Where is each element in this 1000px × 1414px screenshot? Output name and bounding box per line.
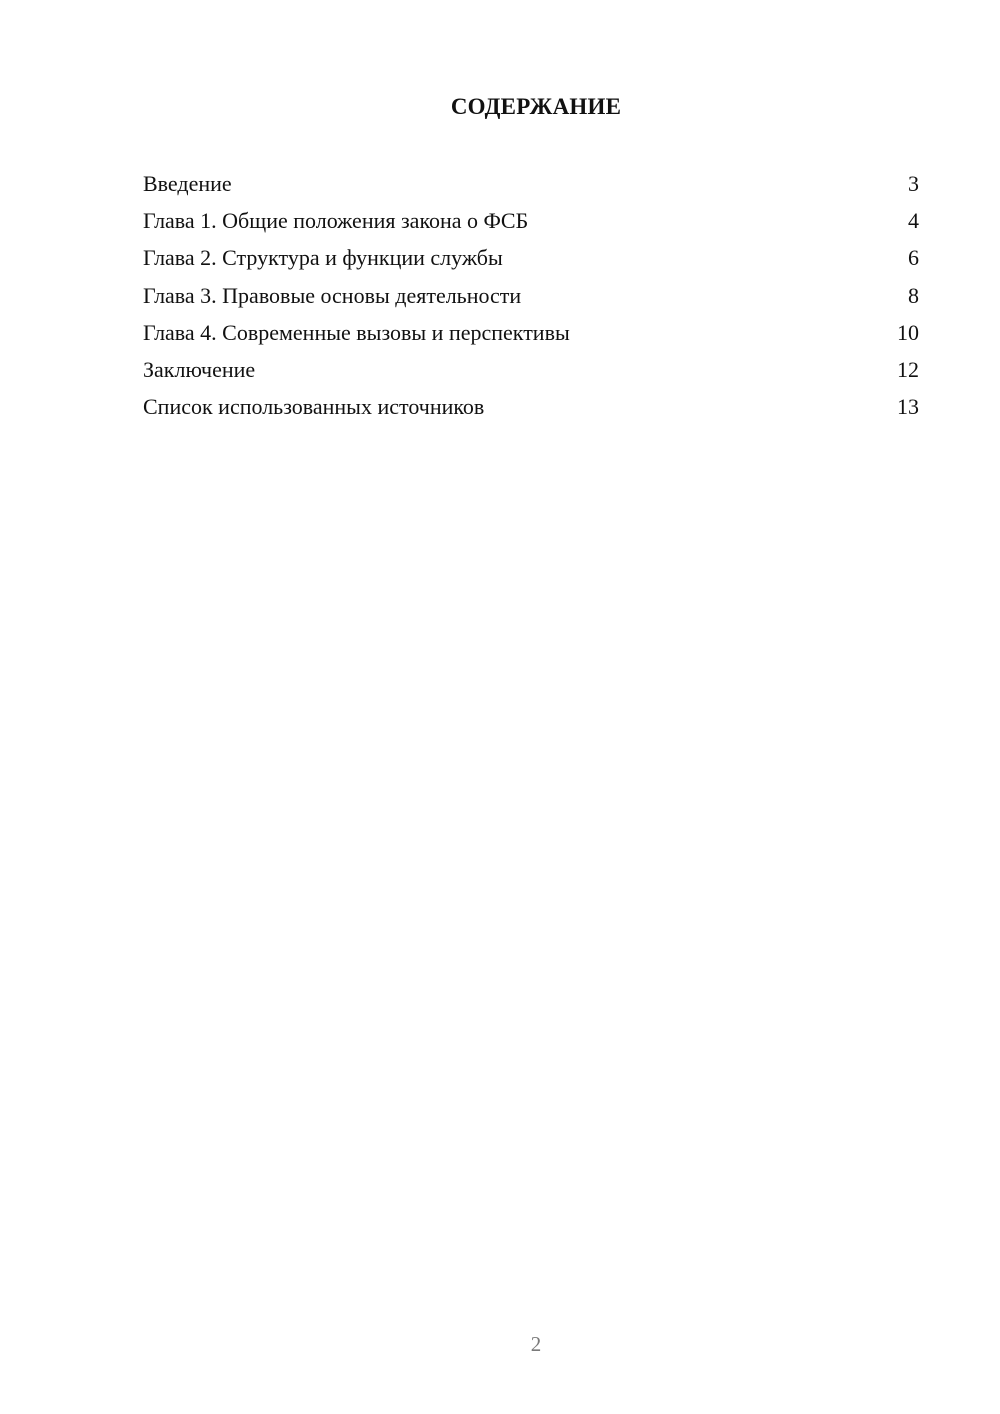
toc-entry-page: 12 xyxy=(897,356,919,382)
toc-entry-label: Глава 4. Современные вызовы и перспективы xyxy=(143,319,570,345)
toc-entry-page: 3 xyxy=(908,171,919,196)
toc-entry-page: 4 xyxy=(908,208,919,234)
toc-entry-page: 13 xyxy=(897,394,919,420)
page-number: 2 xyxy=(530,1332,542,1356)
toc-entry-label: Глава 3. Правовые основы деятельности xyxy=(143,282,522,308)
toc-entry-label: Глава 1. Общие положения закона о ФСБ xyxy=(143,208,529,234)
toc-entry-label: Глава 2. Структура и функции службы xyxy=(143,245,503,271)
toc-entry xyxy=(143,354,919,391)
toc-entry xyxy=(143,168,919,205)
toc-entry-label: Список использованных источников xyxy=(143,394,485,420)
toc-entry-label: Заключение xyxy=(143,356,256,382)
toc-entry xyxy=(143,242,919,279)
toc-entry xyxy=(143,317,919,354)
toc-entry xyxy=(143,205,919,242)
toc-entry-page: 6 xyxy=(908,245,919,271)
toc-entry-page: 8 xyxy=(908,282,919,308)
toc-entry-page: 10 xyxy=(897,319,919,345)
toc-entry-label: Введение xyxy=(143,171,232,196)
table-of-contents xyxy=(143,168,919,428)
page-title: СОДЕРЖАНИЕ xyxy=(450,94,622,119)
toc-entry xyxy=(143,391,919,428)
toc-entry xyxy=(143,280,919,317)
